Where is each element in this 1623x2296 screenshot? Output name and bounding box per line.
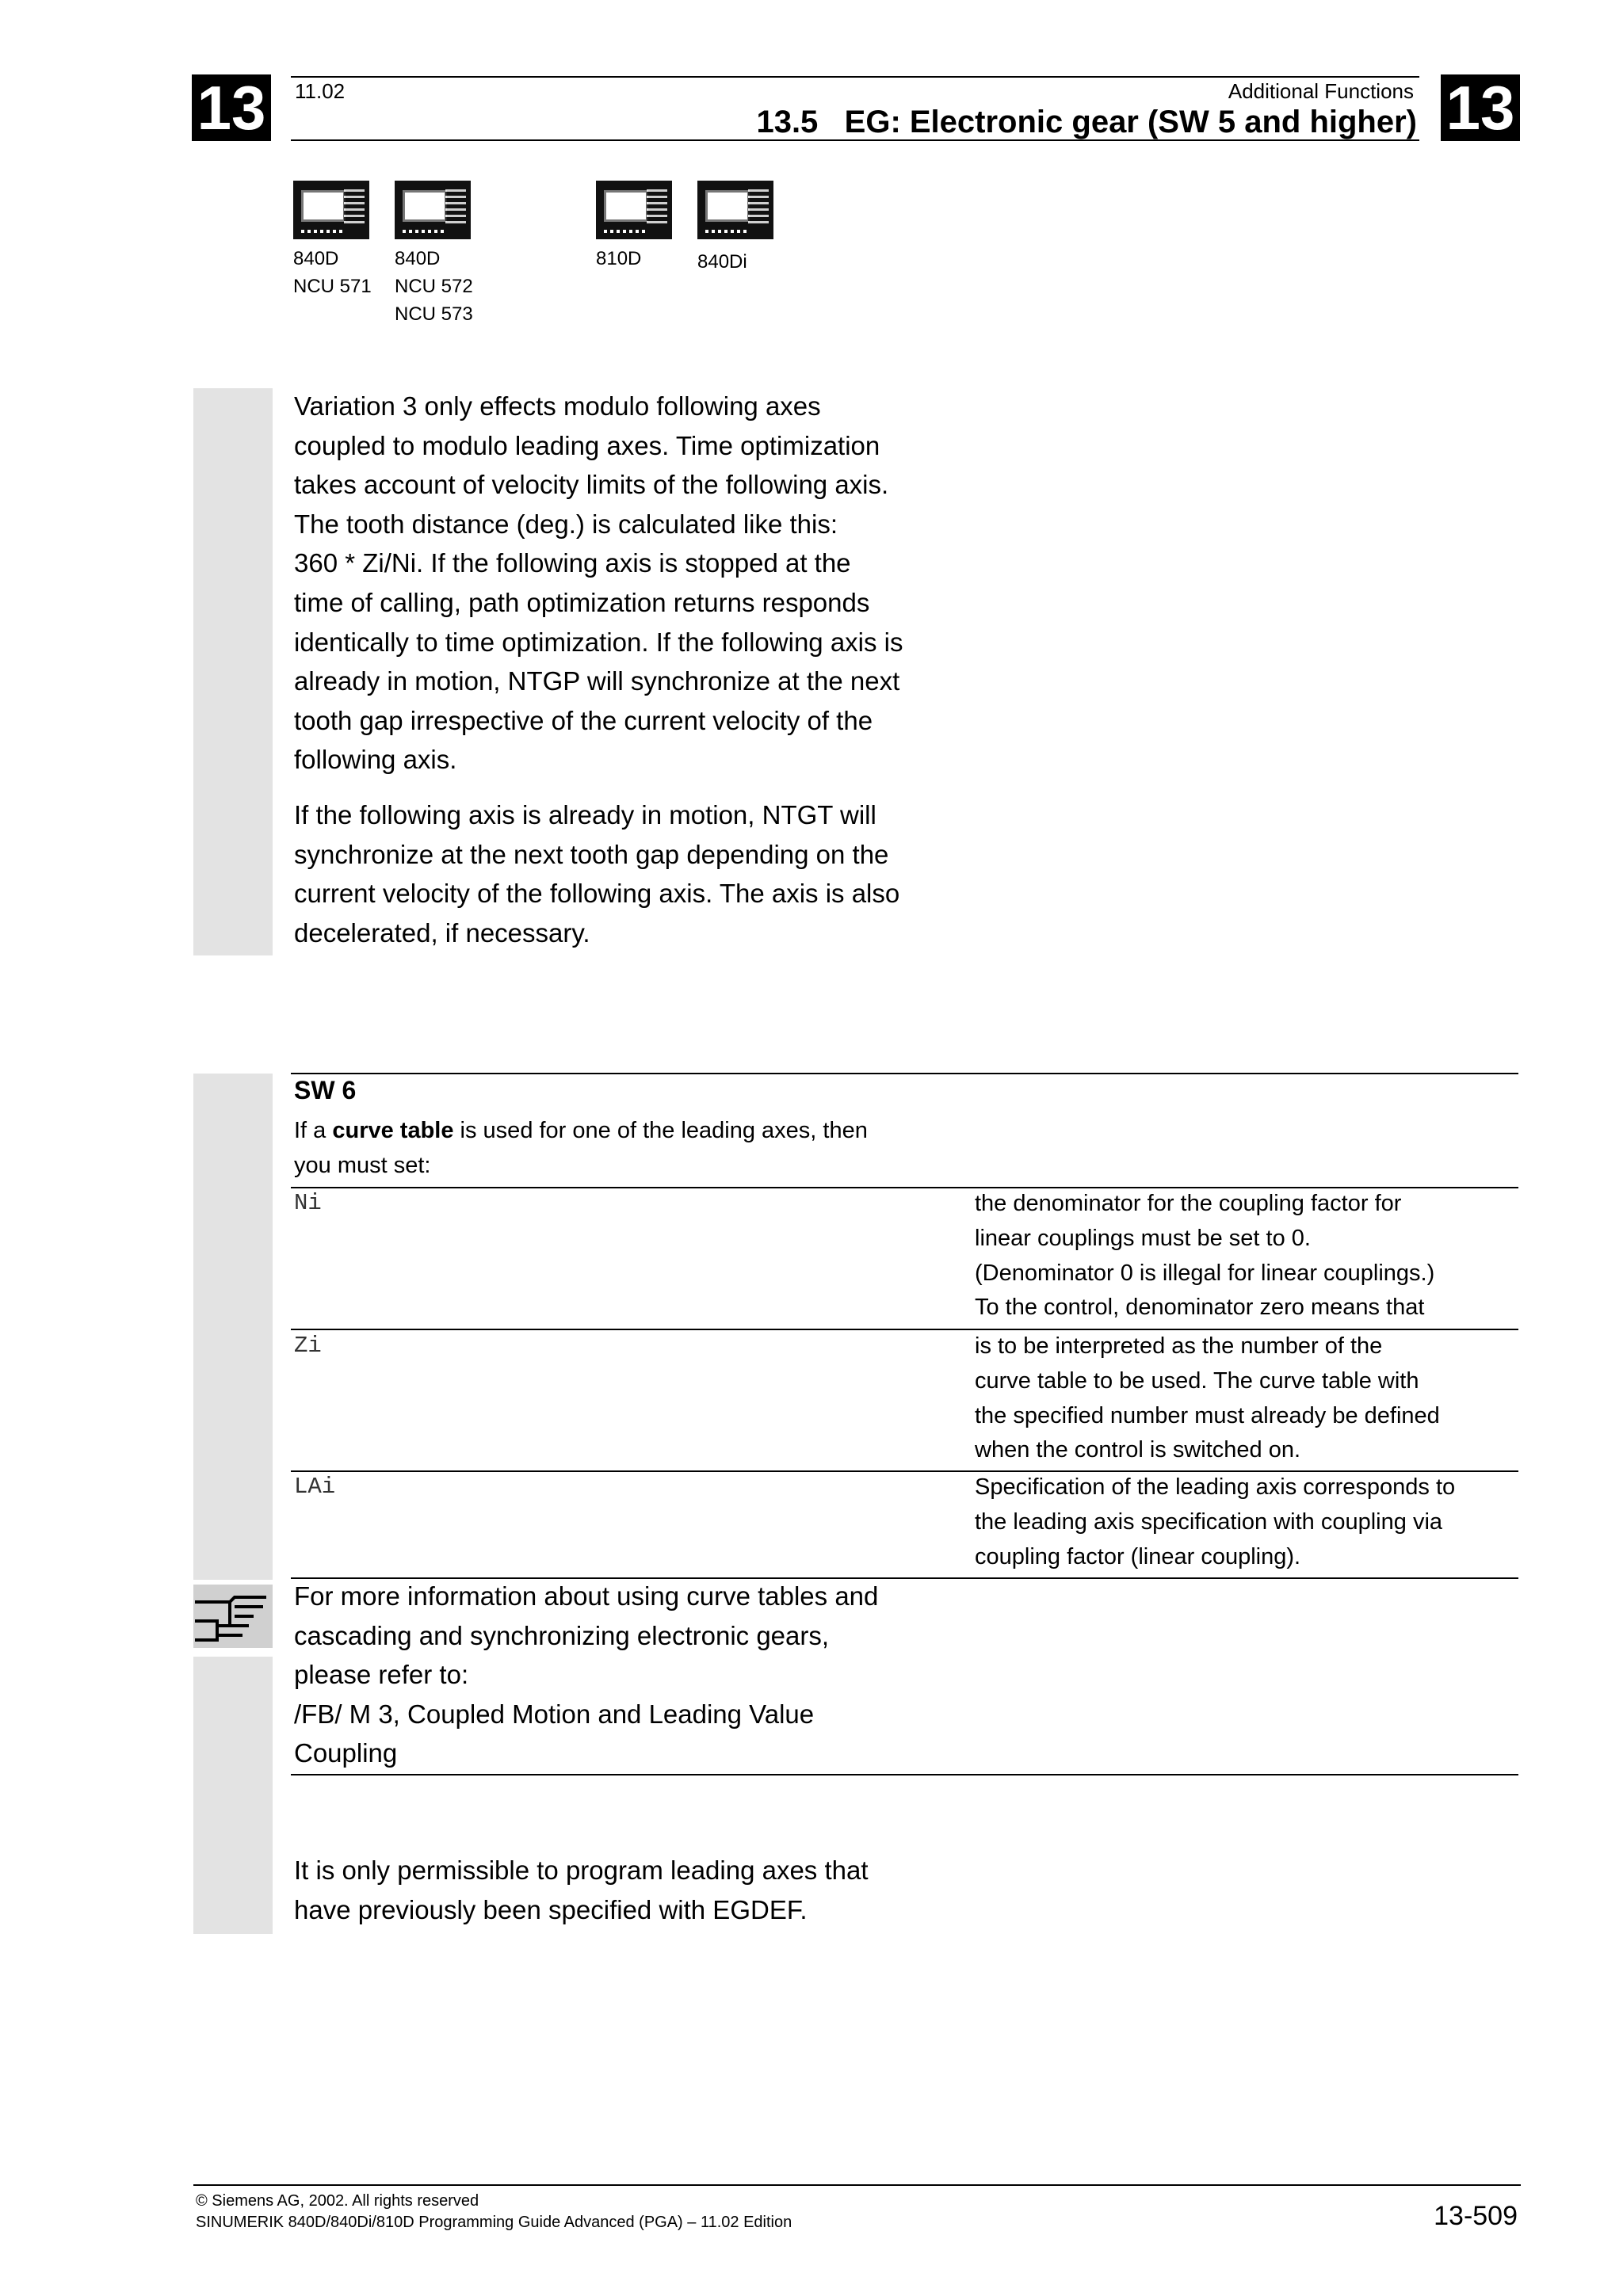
note-bottom-rule: [291, 1774, 1518, 1775]
margin-bar: [193, 388, 273, 955]
paragraph-ntgt: If the following axis is already in motion, NTGT will synchronize at the next tooth gap depending on the current velocity of the following axis. The axis is also decelerated, if necessary.: [294, 800, 900, 948]
param-zi-description: is to be interpreted as the number of the curve table to be used. The curve table with the specified number must already be defined when the control is switched on.: [975, 1333, 1440, 1463]
sw6-heading: SW 6: [294, 1076, 357, 1104]
header-section-label: Additional Functions: [1228, 79, 1414, 103]
margin-bar: [193, 1074, 273, 1580]
header-version: 11.02: [295, 79, 346, 103]
param-lai-description: Specification of the leading axis corresponds to the leading axis specification with coupling via coupling factor (linear coupling).: [975, 1474, 1456, 1569]
control-label: 840D NCU 571: [293, 248, 372, 297]
note-text: For more information about using curve tables and cascading and synchronizing electronic gears, please refer to: /FB/ M 3, Coupled Motion and Leading Value Coupling: [294, 1581, 879, 1768]
header-section-title: 13.5 EG: Electronic gear (SW 5 and higher): [756, 105, 1417, 139]
page-number: 13-509: [1434, 2201, 1518, 2231]
margin-bar: [193, 1657, 273, 1934]
sw6-intro: If a curve table is used for one of the leading axes, then you must set:: [294, 1118, 868, 1178]
paragraph-variation-3: Variation 3 only effects modulo following axes coupled to modulo leading axes. Time optimization takes account of velocity limits of the following axis. The tooth distance (deg.) is calculated like this: 360 * Zi/Ni. If the following axis is stopped at the time of calling, path optimization returns responds identically to time optimization. If the following axis is already in motion, NTGP will synchronize at the next tooth gap irrespective of the current velocity of the following axis.: [294, 391, 903, 775]
param-ni: Ni: [294, 1190, 322, 1216]
footer-info: © Siemens AG, 2002. All rights reserved SINUMERIK 840D/840Di/810D Programming Guide Advanced (PGA) – 11.02 Edition: [196, 2192, 792, 2231]
footer-rule: [193, 2184, 1521, 2186]
sw6-top-rule: [291, 1073, 1518, 1074]
chapter-number-right: 13: [1441, 74, 1520, 141]
control-label: 810D: [596, 248, 642, 269]
control-panel-icon: [395, 181, 471, 239]
param-lai: LAi: [294, 1474, 336, 1500]
param-ni-description: the denominator for the coupling factor for linear couplings must be set to 0. (Denominator 0 is illegal for linear couplings.) To the control, denominator zero means that: [975, 1191, 1435, 1321]
header-top-rule: [291, 76, 1419, 78]
control-panel-icon: [697, 181, 773, 239]
header-bottom-rule: [291, 139, 1419, 141]
pointing-hand-icon: [193, 1585, 273, 1648]
control-panel-icon: [596, 181, 672, 239]
paragraph-egdef: It is only permissible to program leading axes that have previously been specified with EGDEF.: [294, 1855, 869, 1924]
control-label: 840Di: [697, 251, 747, 273]
param-zi: Zi: [294, 1333, 322, 1359]
chapter-number-left: 13: [192, 74, 271, 141]
control-label: 840D NCU 572 NCU 573: [395, 248, 473, 325]
control-panel-icon: [293, 181, 369, 239]
